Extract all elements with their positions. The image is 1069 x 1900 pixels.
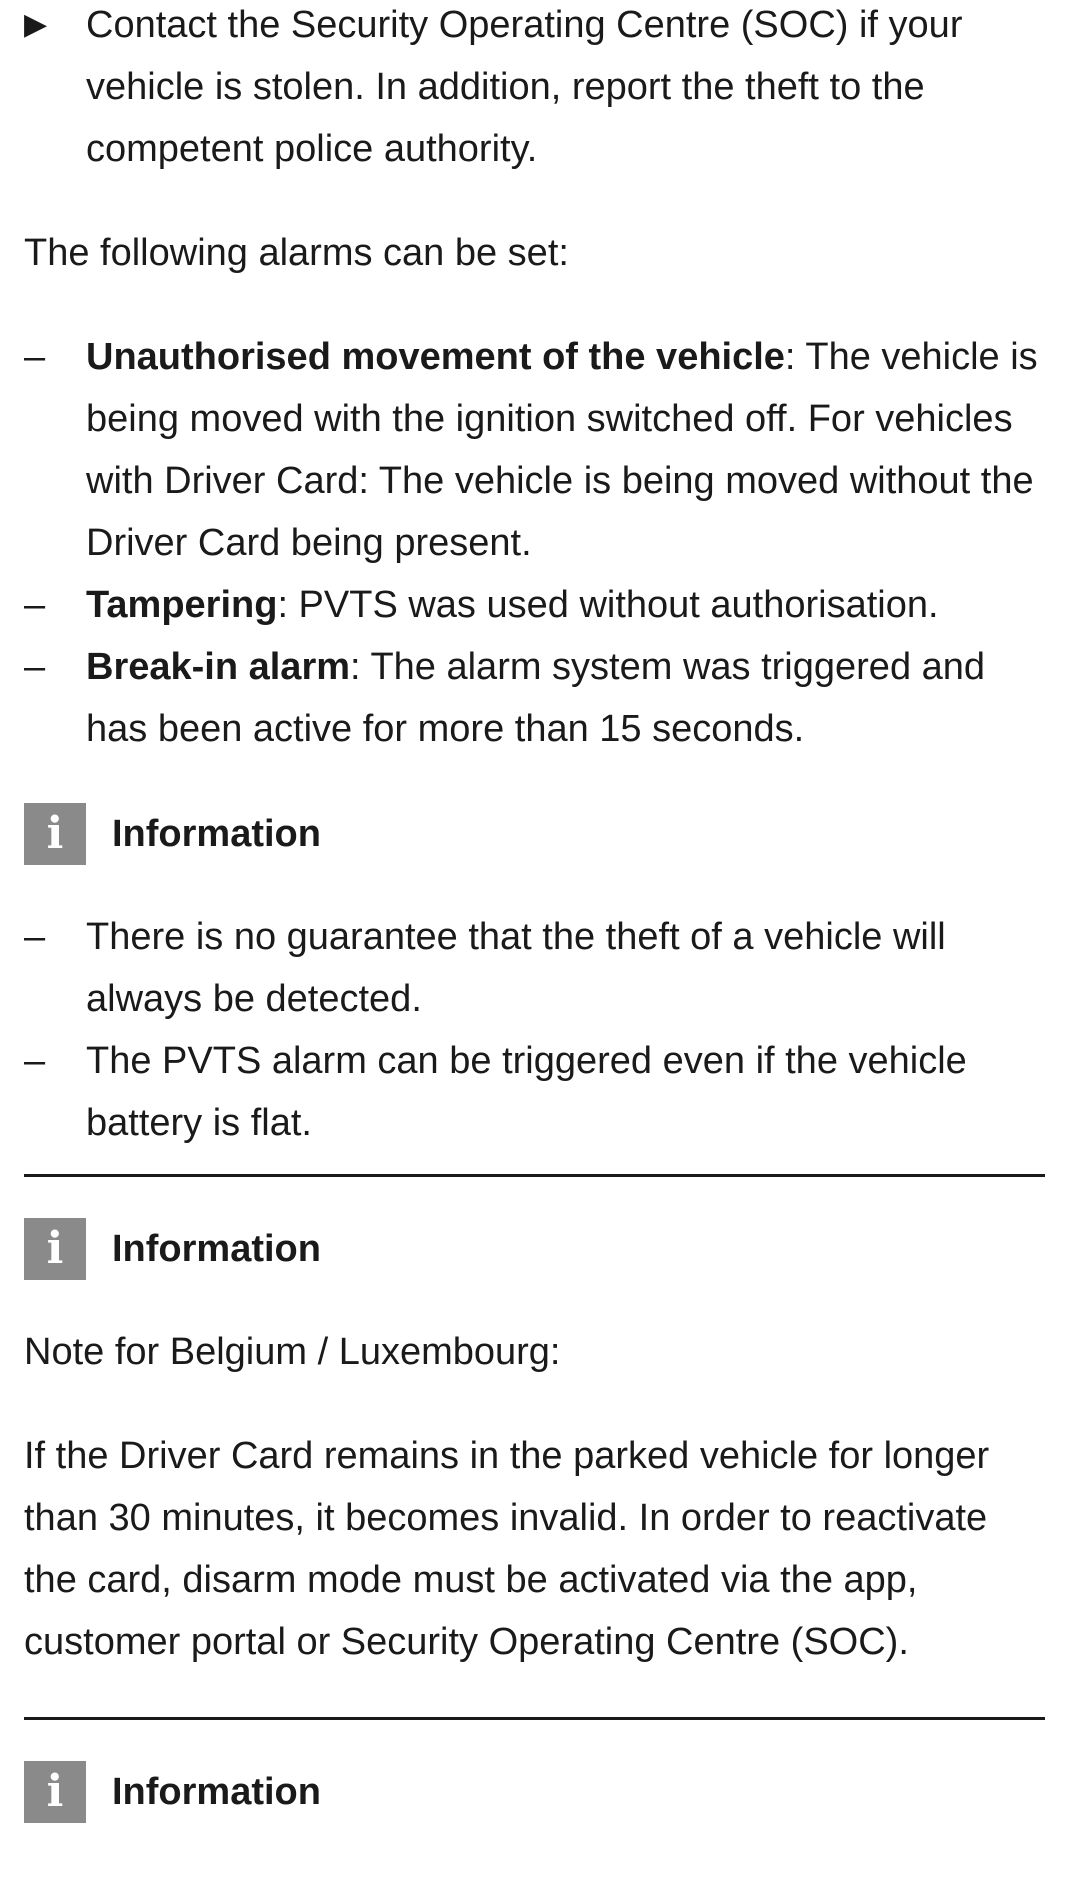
alarm-description: : The alarm system was triggered and has been active for more than 15 seconds. bbox=[86, 646, 986, 750]
alarm-list bbox=[24, 326, 1045, 760]
info-icon: i bbox=[24, 1218, 86, 1280]
info-title: Information bbox=[112, 1228, 321, 1270]
list-item bbox=[24, 906, 1045, 1030]
info-title: Information bbox=[112, 813, 321, 855]
info-text: If the Driver Card remains in the parked vehicle for longer than 30 minutes, it becomes invalid. In order to reactivate the card, disarm mode must be activated via the app, customer portal or Security Operating Centre (SOC). bbox=[24, 1435, 990, 1663]
alarms-intro: The following alarms can be set: bbox=[24, 232, 569, 274]
info-header bbox=[24, 1760, 1045, 1824]
info-title: Information bbox=[112, 1771, 321, 1813]
alarm-term: Unauthorised movement of the vehicle bbox=[86, 336, 785, 378]
info-note: Note for Belgium / Luxembourg: bbox=[24, 1331, 561, 1373]
alarm-term: Break-in alarm bbox=[86, 646, 351, 688]
instruction-text: Contact the Security Operating Centre (SOC) if your vehicle is stolen. In addition, report the theft to the competent police authority. bbox=[86, 4, 963, 170]
info-icon: i bbox=[24, 1761, 86, 1823]
dash-bullet: – bbox=[24, 1040, 46, 1082]
alarm-description: : PVTS was used without authorisation. bbox=[277, 584, 939, 626]
list-item bbox=[24, 326, 1045, 574]
section-divider bbox=[24, 1174, 1045, 1177]
dash-bullet: – bbox=[24, 916, 46, 958]
info-item-text: There is no guarantee that the theft of a vehicle will always be detected. bbox=[86, 916, 946, 1020]
info-icon: i bbox=[24, 803, 86, 865]
list-item bbox=[24, 1030, 1045, 1154]
dash-bullet: – bbox=[24, 646, 46, 688]
dash-bullet: – bbox=[24, 336, 46, 378]
info-header bbox=[24, 802, 1045, 866]
dash-bullet: – bbox=[24, 584, 46, 626]
section-divider bbox=[24, 1717, 1045, 1720]
alarm-description: : The vehicle is being moved with the ignition switched off. For vehicles with Driver Card: The vehicle is being moved without the Driver Card being present. bbox=[86, 336, 1038, 564]
alarm-term: Tampering bbox=[86, 584, 278, 626]
instruction-step bbox=[24, 0, 1045, 180]
info-header bbox=[24, 1217, 1045, 1281]
info-item-text: The PVTS alarm can be triggered even if the vehicle battery is flat. bbox=[86, 1040, 967, 1144]
list-item bbox=[24, 574, 1045, 636]
list-item bbox=[24, 636, 1045, 760]
info-list bbox=[24, 906, 1045, 1154]
arrow-bullet-icon: ▶ bbox=[24, 8, 48, 41]
